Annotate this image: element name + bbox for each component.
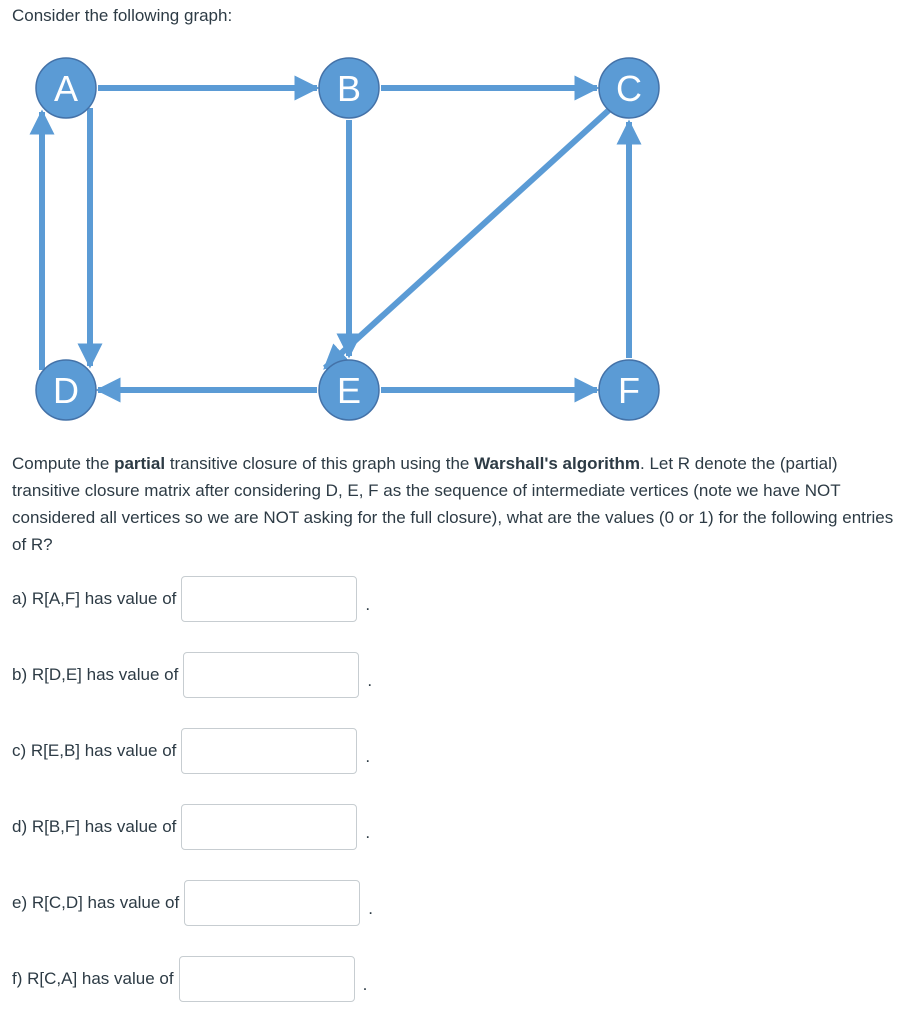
intro-text: Consider the following graph: (12, 6, 233, 25)
node-b (319, 58, 379, 118)
node-label: A (53, 68, 79, 109)
question-item-d (12, 803, 370, 851)
node-label: C (616, 68, 642, 109)
item-suffix: . (365, 823, 371, 842)
item-suffix: . (362, 975, 368, 994)
node-c (599, 58, 659, 118)
question-text: Compute the partial transitive closure of this graph using the Warshall's algorithm. Let R denote the (partial) transitive closure matrix after considering D, E, F as the sequence of intermediate vertices (note we have NOT considered all vertices so we are NOT asking for the full closure), what are the values (0 or 1) for the following entries of R? (12, 454, 894, 554)
item-label: f) R[C,A] has value of (12, 969, 174, 988)
bold-partial: partial (114, 454, 166, 473)
directed-graph (0, 0, 908, 440)
node-label: D (53, 370, 79, 411)
node-label: B (336, 68, 362, 109)
answer-input-e[interactable] (184, 880, 360, 926)
item-suffix: . (367, 671, 373, 690)
node-label: E (336, 370, 362, 411)
question-item-e (12, 879, 373, 927)
item-suffix: . (365, 595, 371, 614)
node-label: F (618, 370, 640, 411)
item-label: a) R[A,F] has value of (12, 589, 177, 608)
item-suffix: . (368, 899, 373, 918)
graph-edges (42, 88, 629, 390)
node-f (599, 360, 659, 420)
item-label: e) R[C,D] has value of (12, 893, 180, 912)
question-item-c (12, 727, 370, 775)
question-item-f (12, 955, 367, 1003)
question-item-a (12, 575, 370, 623)
answer-input-f[interactable] (179, 956, 355, 1002)
node-a (36, 58, 96, 118)
question-item-b (12, 651, 372, 699)
node-d (36, 360, 96, 420)
item-label: d) R[B,F] has value of (12, 817, 177, 836)
answer-input-a[interactable] (181, 576, 357, 622)
answer-input-b[interactable] (183, 652, 359, 698)
answer-input-c[interactable] (181, 728, 357, 774)
node-e (319, 360, 379, 420)
bold-algorithm: Warshall's algorithm (474, 454, 640, 473)
item-label: b) R[D,E] has value of (12, 665, 179, 684)
item-label: c) R[E,B] has value of (12, 741, 177, 760)
answer-input-d[interactable] (181, 804, 357, 850)
item-suffix: . (365, 747, 371, 766)
edge-c-to-e (325, 110, 609, 368)
